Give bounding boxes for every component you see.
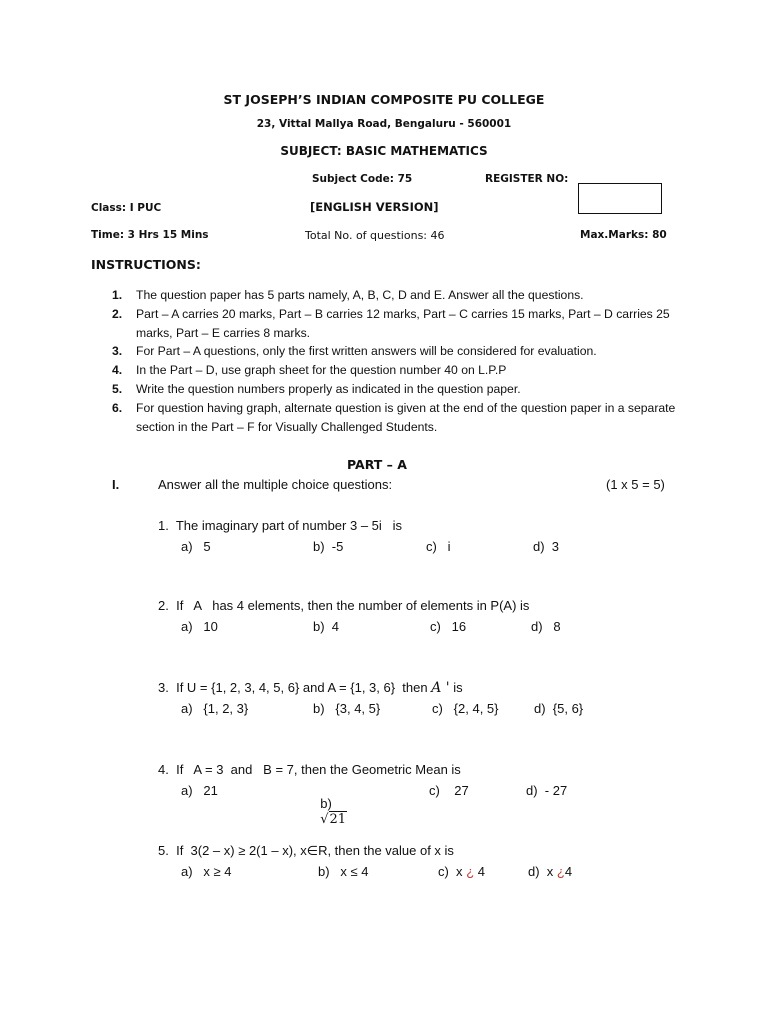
question-number: 5. xyxy=(158,843,169,858)
question-text: If 3(2 – x) ≥ 2(1 – x), x∈R, then the value of x is xyxy=(176,843,454,858)
square-root-icon: √21 xyxy=(320,812,347,827)
instruction-number: 3. xyxy=(112,344,123,358)
option-a: a) 5 xyxy=(181,539,211,554)
option-a: a) x ≥ 4 xyxy=(181,864,232,879)
question-4 xyxy=(158,762,461,777)
option-b: b) {3, 4, 5} xyxy=(313,701,381,716)
option-c: c) 16 xyxy=(430,619,467,634)
college-address: 23, Vittal Mallya Road, Bengaluru - 560001 xyxy=(256,118,512,130)
question-text: If U = {1, 2, 3, 4, 5, 6} and A = {1, 3, 6} then xyxy=(176,680,428,695)
question-5 xyxy=(158,843,454,859)
option-b xyxy=(313,781,347,827)
option-b: b) 4 xyxy=(313,619,340,634)
part-a-title: PART – A xyxy=(347,457,407,472)
missing-glyph-mark: ¿ xyxy=(556,864,565,879)
instruction-text: For Part – A questions, only the first written answers will be considered for evaluation. xyxy=(136,344,597,358)
option-b-label: b) xyxy=(320,796,332,811)
question-number: 4. xyxy=(158,762,169,777)
option-b: b) -5 xyxy=(313,539,344,554)
instruction-text: Part – A carries 20 marks, Part – B carries 12 marks, Part – C carries 15 marks, Part – D carries 25 marks, Part – E carries 8 marks. xyxy=(136,307,670,340)
complement-symbol: A ' xyxy=(431,680,450,696)
instruction-text: Write the question numbers properly as indicated in the question paper. xyxy=(136,382,521,396)
missing-glyph-mark: ¿ xyxy=(466,864,475,879)
instruction-number: 6. xyxy=(112,401,123,415)
subject-title: SUBJECT: BASIC MATHEMATICS xyxy=(280,144,488,158)
section-marks: (1 x 5 = 5) xyxy=(606,477,665,492)
option-d: d) 3 xyxy=(533,539,560,554)
option-a: a) {1, 2, 3} xyxy=(181,701,249,716)
section-instruction: Answer all the multiple choice questions: xyxy=(158,477,393,492)
option-d xyxy=(528,864,572,879)
section-number: I. xyxy=(112,477,120,492)
question-text-end: is xyxy=(453,680,463,695)
instruction-text: For question having graph, alternate question is given at the end of the question paper in a separate section in the Part – F for Visually Challenged Students. xyxy=(136,401,676,434)
question-3 xyxy=(158,680,463,696)
max-marks: Max.Marks: 80 xyxy=(580,229,667,241)
subject-code: Subject Code: 75 xyxy=(312,173,413,185)
option-d: d) {5, 6} xyxy=(534,701,584,716)
class-label: Class: I PUC xyxy=(91,202,162,214)
option-c-label: c) x xyxy=(438,864,463,879)
instruction-number: 4. xyxy=(112,363,123,377)
question-text: If A = 3 and B = 7, then the Geometric Mean is xyxy=(176,762,461,777)
option-c-value: 4 xyxy=(474,864,485,879)
register-no-box[interactable] xyxy=(578,183,662,214)
instruction-number: 2. xyxy=(112,307,123,321)
version-label: [ENGLISH VERSION] xyxy=(310,200,439,214)
option-d: d) 8 xyxy=(531,619,561,634)
question-number: 2. xyxy=(158,598,169,613)
option-d-label: d) x xyxy=(528,864,554,879)
option-c xyxy=(438,864,485,879)
option-c: c) i xyxy=(426,539,451,554)
option-b: b) x ≤ 4 xyxy=(318,864,369,879)
question-1 xyxy=(158,518,402,533)
option-c: c) 27 xyxy=(429,783,469,798)
instruction-text: The question paper has 5 parts namely, A, B, C, D and E. Answer all the questions. xyxy=(136,288,584,302)
instruction-number: 5. xyxy=(112,382,123,396)
time-label: Time: 3 Hrs 15 Mins xyxy=(91,229,209,241)
total-questions: Total No. of questions: 46 xyxy=(305,229,445,242)
question-text: The imaginary part of number 3 – 5i is xyxy=(175,518,403,533)
question-2 xyxy=(158,598,529,613)
college-name: ST JOSEPH’S INDIAN COMPOSITE PU COLLEGE xyxy=(223,92,545,107)
question-text: If A has 4 elements, then the number of elements in P(A) is xyxy=(176,598,530,613)
option-d: d) - 27 xyxy=(526,783,568,798)
instruction-number: 1. xyxy=(112,288,123,302)
option-a: a) 10 xyxy=(181,619,218,634)
radicand: 21 xyxy=(329,812,347,827)
register-no-label: REGISTER NO: xyxy=(485,173,569,185)
question-number: 3. xyxy=(158,680,169,695)
option-c: c) {2, 4, 5} xyxy=(432,701,499,716)
instructions-title: INSTRUCTIONS: xyxy=(91,257,201,272)
instruction-text: In the Part – D, use graph sheet for the question number 40 on L.P.P xyxy=(136,363,507,377)
option-d-value: 4 xyxy=(564,864,573,879)
option-a: a) 21 xyxy=(181,783,218,798)
question-number: 1. xyxy=(158,518,169,533)
